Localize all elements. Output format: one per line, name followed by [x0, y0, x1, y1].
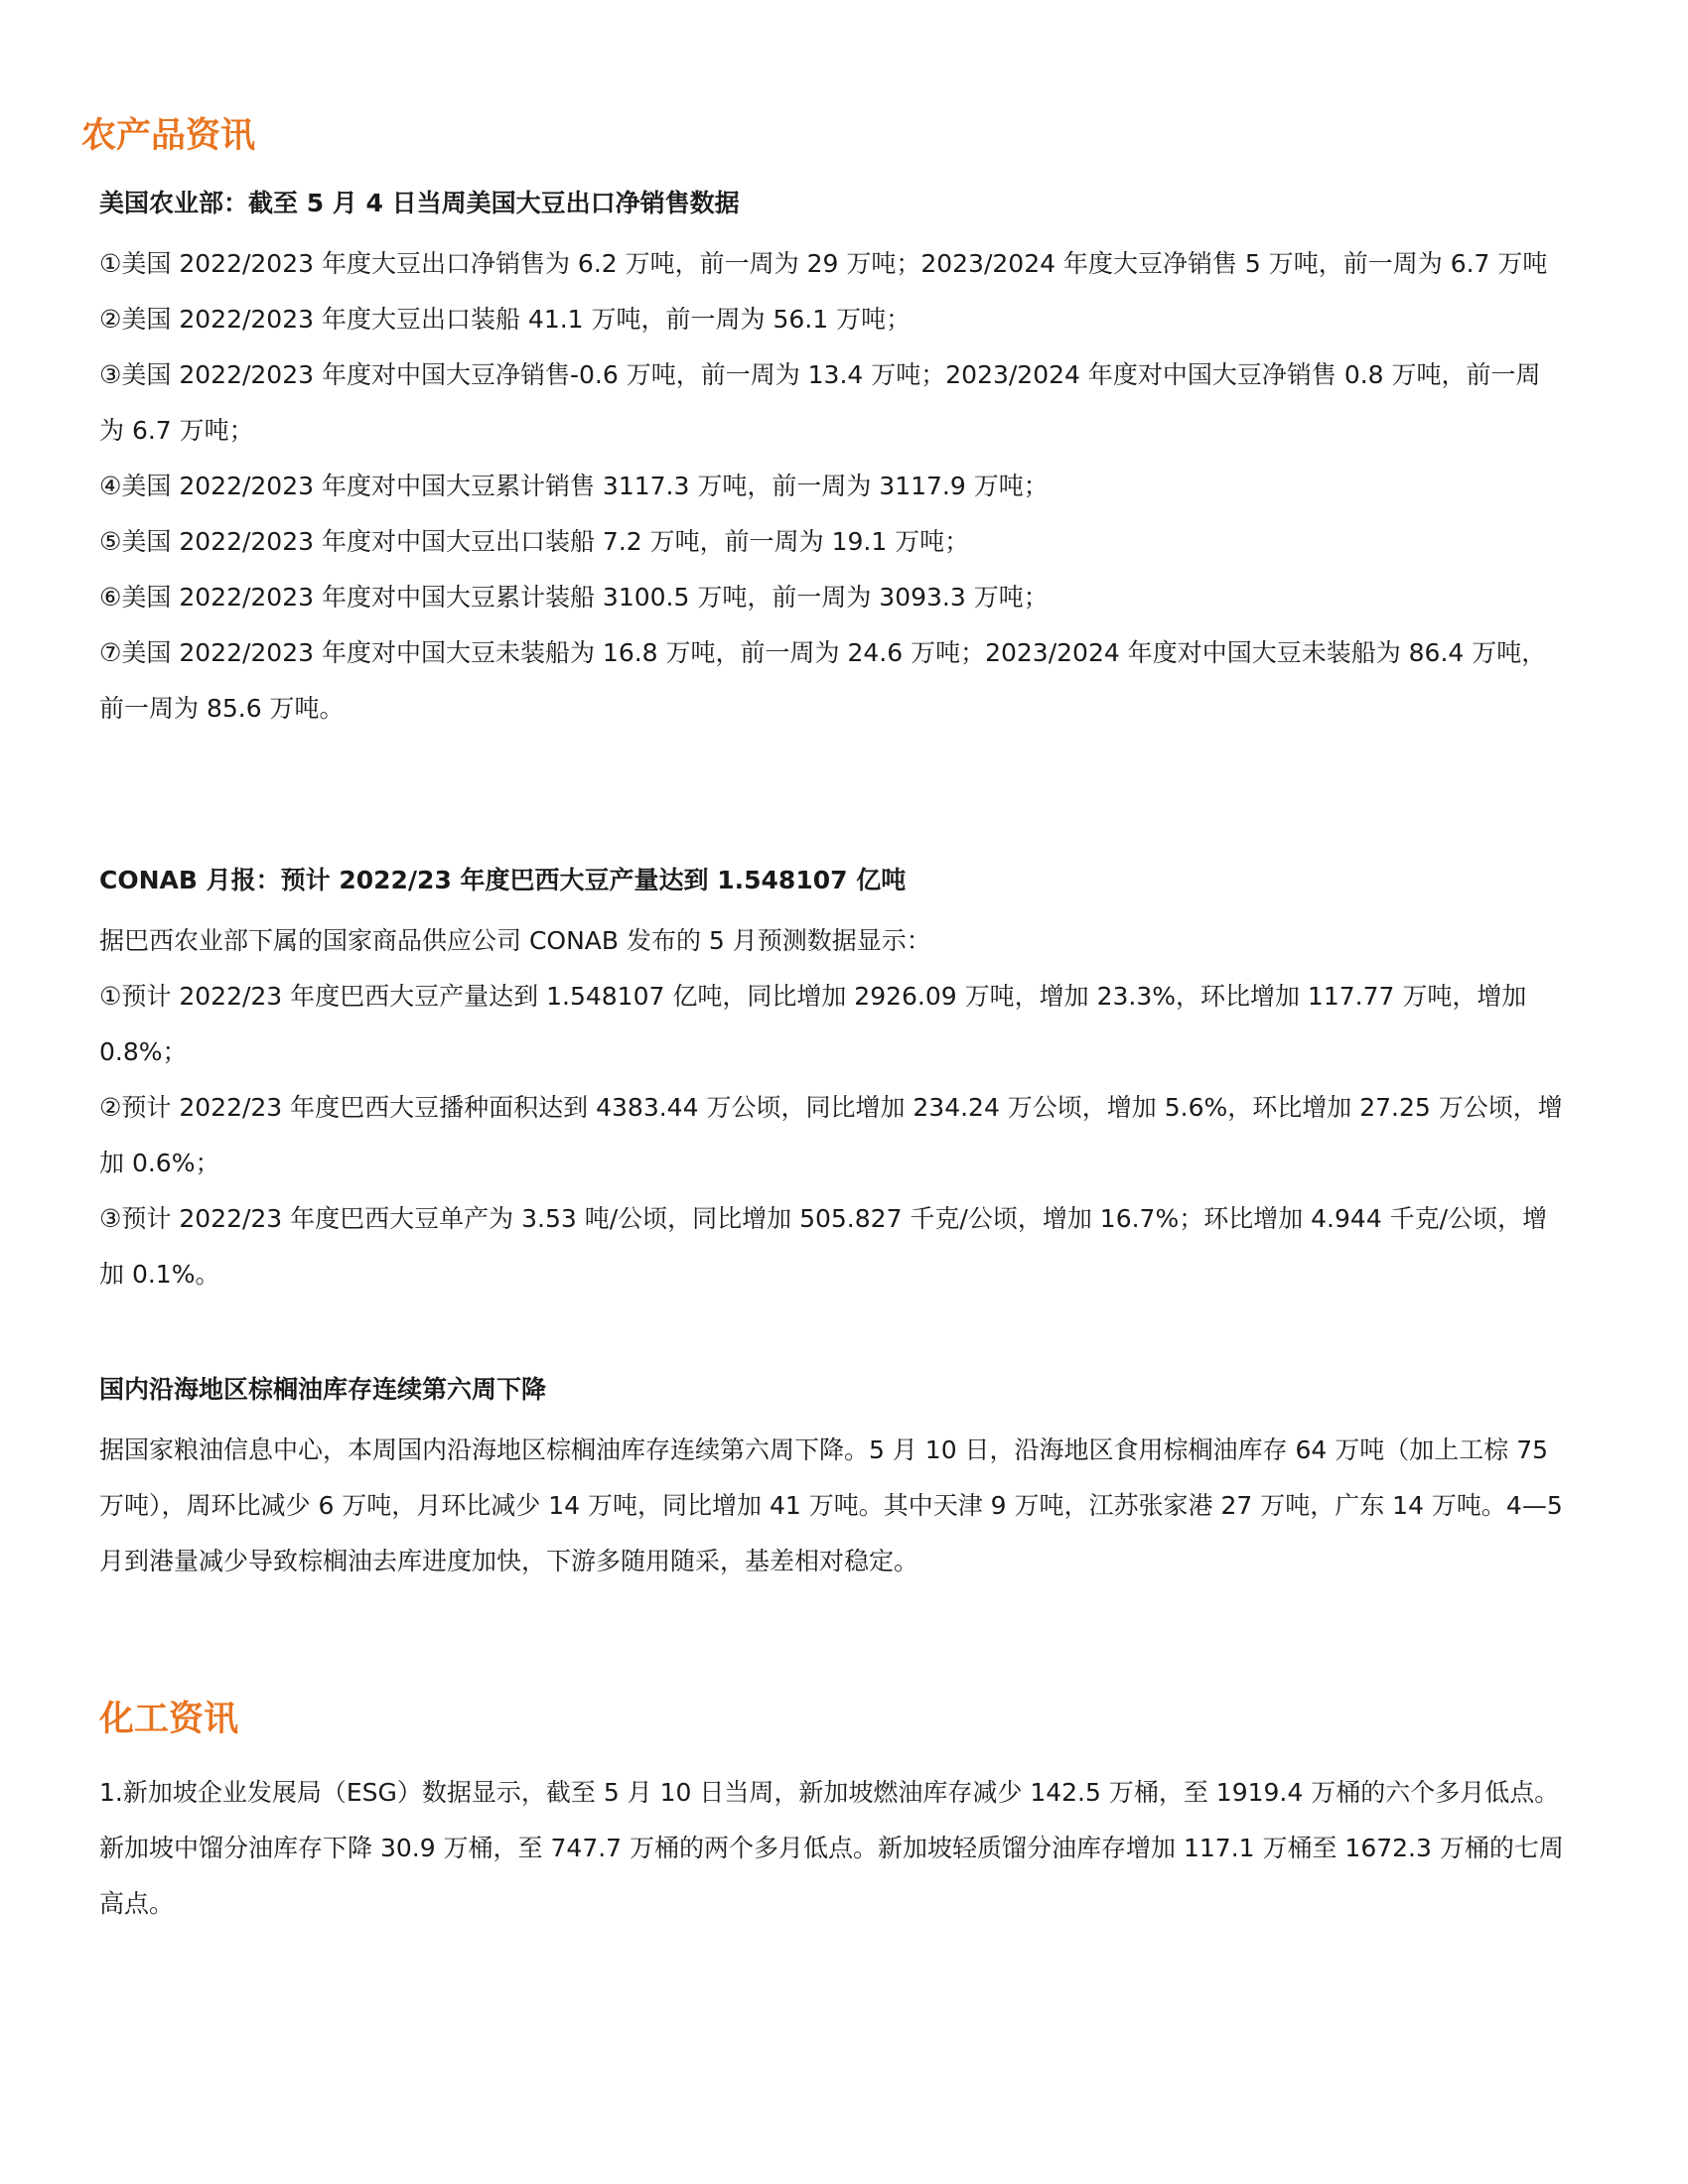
article-title: CONAB 月报：预计 2022/23 年度巴西大豆产量达到 1.548107 亿吨 — [99, 866, 907, 894]
list-item: ①美国 2022/2023 年度大豆出口净销售为 6.2 万吨，前一周为 29 万吨；2023/2024 年度大豆净销售 5 万吨，前一周为 6.7 万吨 — [99, 249, 1548, 278]
list-item: ④美国 2022/2023 年度对中国大豆累计销售 3117.3 万吨，前一周为 3117.9 万吨； — [99, 472, 1049, 500]
list-item: 据巴西农业部下属的国家商品供应公司 CONAB 发布的 5 月预测数据显示： — [99, 926, 931, 955]
list-item: ②预计 2022/23 年度巴西大豆播种面积达到 4383.44 万公顷，同比增加 234.24 万公顷，增加 5.6%，环比增加 27.25 万公顷，增加 0.6%； — [99, 1093, 1563, 1177]
list-item: ③美国 2022/2023 年度对中国大豆净销售-0.6 万吨，前一周为 13.4 万吨；2023/2024 年度对中国大豆净销售 0.8 万吨，前一周为 6.7 万吨； — [99, 360, 1541, 445]
article-singapore-inventory — [99, 1765, 1564, 1932]
article-title: 美国农业部：截至 5 月 4 日当周美国大豆出口净销售数据 — [99, 189, 740, 217]
article-body: 据国家粮油信息中心，本周国内沿海地区棕榈油库存连续第六周下降。5 月 10 日，沿海地区食用棕榈油库存 64 万吨（加上工棕 75 万吨），周环比减少 6 万吨，月环比减少 14 万吨，同比增加 41 万吨。其中天津 9 万吨，江苏张家港 27 万吨，广东 14 万吨。4—5 月到港量减少导致棕榈油去库进度加快，下游多随用随采，基差相对稳定。 — [99, 1435, 1563, 1575]
article-body: 1.新加坡企业发展局（ESG）数据显示，截至 5 月 10 日当周，新加坡燃油库存减少 142.5 万桶，至 1919.4 万桶的六个多月低点。新加坡中馏分油库存下降 30.9 万桶，至 747.7 万桶的两个多月低点。新加坡轻质馏分油库存增加 117.1 万桶至 1672.3 万桶的七周高点。 — [99, 1778, 1564, 1918]
article-usda-soybean — [99, 187, 1564, 737]
section-title-chem: 化工资讯 — [99, 1700, 239, 1739]
list-item: ②美国 2022/2023 年度大豆出口装船 41.1 万吨，前一周为 56.1 万吨； — [99, 305, 912, 334]
list-item: ⑤美国 2022/2023 年度对中国大豆出口装船 7.2 万吨，前一周为 19.1 万吨； — [99, 527, 970, 556]
article-conab-report — [99, 864, 1564, 1302]
article-palm-oil — [99, 1373, 1564, 1589]
list-item: ③预计 2022/23 年度巴西大豆单产为 3.53 吨/公顷，同比增加 505.827 千克/公顷，增加 16.7%；环比增加 4.944 千克/公顷，增加 0.1%。 — [99, 1204, 1548, 1289]
list-item: ①预计 2022/23 年度巴西大豆产量达到 1.548107 亿吨，同比增加 2926.09 万吨，增加 23.3%，环比增加 117.77 万吨，增加 0.8%； — [99, 982, 1527, 1066]
article-title: 国内沿海地区棕榈油库存连续第六周下降 — [99, 1375, 547, 1404]
list-item: ⑥美国 2022/2023 年度对中国大豆累计装船 3100.5 万吨，前一周为 3093.3 万吨； — [99, 583, 1049, 612]
section-title-agri: 农产品资讯 — [81, 116, 256, 156]
list-item: ⑦美国 2022/2023 年度对中国大豆未装船为 16.8 万吨，前一周为 24.6 万吨；2023/2024 年度对中国大豆未装船为 86.4 万吨，前一周为 85.6 万吨。 — [99, 638, 1547, 723]
